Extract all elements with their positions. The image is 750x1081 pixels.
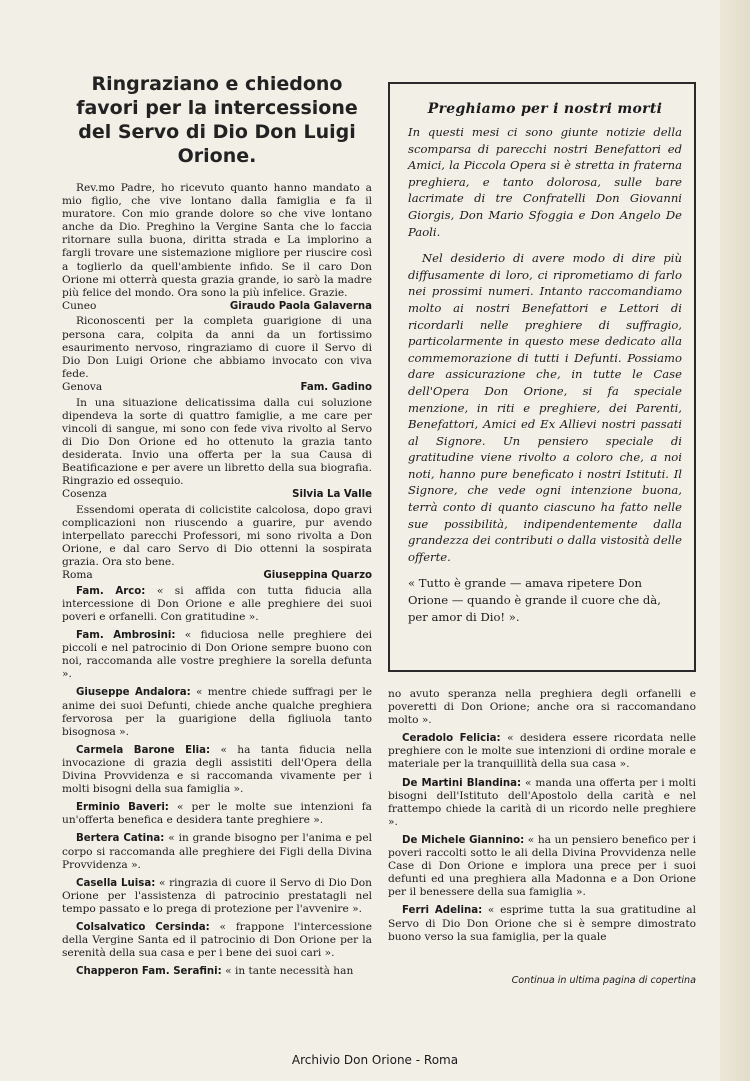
- prayer-box-title: Preghiamo per i nostri morti: [427, 101, 663, 117]
- signature-city: Cuneo: [62, 299, 97, 312]
- entry-name: Colsalvatico Cersinda:: [76, 921, 210, 933]
- list-item: [62, 744, 372, 796]
- entry-name: Fam. Arco:: [76, 585, 146, 597]
- signature-name: Silvia La Valle: [292, 489, 372, 501]
- article-title: Ringraziano e chiedono favori per la intercessione del Servo di Dio Don Luigi Orione.: [76, 73, 358, 167]
- signature-4: [62, 569, 372, 583]
- list-item: [388, 834, 696, 899]
- signature-name: Giraudo Paola Galaverna: [229, 300, 372, 312]
- list-item: [62, 921, 372, 960]
- list-item: [62, 585, 372, 624]
- entry-text: « ringrazia di cuore il Servo di Dio Don Orione per l'assistenza di patrocinio prestatagli nel tempo passato e lo prega di protezione per l'avvenire ».: [62, 876, 372, 915]
- entry-text: « esprime tutta la sua gratitudine al Servo di Dio Don Orione che si è sempre dimostrato buono verso la sua famiglia, per la quale: [388, 904, 696, 943]
- entry-text: « si affida con tutta fiducia alla intercessione di Don Orione e alle preghiere dei suoi poveri e orfanelli. Con gratitudine ».: [62, 584, 372, 623]
- list-item: [62, 686, 372, 738]
- entry-text: « desidera essere ricordata nelle preghiere con le molte sue intenzioni di ordine morale e materiale per la tranquillità della sua casa ».: [388, 732, 696, 771]
- continued-note: Continua in ultima pagina di copertina: [511, 975, 696, 986]
- entry-name: Ceradolo Felicia:: [402, 733, 501, 745]
- list-item: [62, 877, 372, 916]
- entry-text: « manda una offerta per i molti bisogni dell'Istituto dell'Apostolo della carità e nel frattempo chiede la carità di un ricordo nelle preghiere ».: [388, 776, 696, 828]
- list-item: [62, 965, 372, 978]
- signature-2: [62, 381, 372, 395]
- entry-name: Bertera Catina:: [76, 833, 165, 845]
- entry-name: Erminio Baveri:: [76, 802, 169, 814]
- left-column: [62, 72, 372, 983]
- list-item: [388, 732, 696, 771]
- signature-1: [62, 300, 372, 314]
- scan-edge: [720, 0, 750, 1081]
- entry-text: « per le molte sue intenzioni fa un'offerta benefica e desidera tante preghiere ».: [62, 801, 372, 827]
- entry-text: « frappone l'intercessione della Vergine Santa ed il patrocinio di Don Orione per la serenità della sua casa e per i bene dei suoi cari ».: [62, 920, 372, 960]
- entry-name: Fam. Ambrosini:: [76, 630, 176, 642]
- prayer-box-paragraph-1: In questi mesi ci sono giunte notizie della scomparsa di parecchi nostri Benefattori ed Amici, la Piccola Opera si è stretta in fraterna preghiera, e tanto dolorosa, sulle bare lacrimate di tre Confratelli Don Giovanni Giorgis, Don Mario Sfoggia e Don Angelo De Paoli.: [408, 125, 682, 239]
- entry-text: « in grande bisogno per l'anima e pel corpo si raccomanda alle preghiere dei Figli della Divina Provvidenza ».: [62, 832, 372, 871]
- continuation-text: no avuto speranza nella preghiera degli orfanelli e poveretti di Don Orione; anche ora si raccomandano molto ».: [388, 688, 696, 727]
- prayer-box-quote: « Tutto è grande — amava ripetere Don Orione — quando è grande il cuore che dà, per amor di Dio! ».: [408, 576, 661, 624]
- entry-text: « mentre chiede suffragi per le anime dei suoi Defunti, chiede anche qualche preghiera fervorosa per la guarigione della figliuola tanto bisognosa ».: [62, 686, 372, 738]
- list-item: [388, 777, 696, 829]
- entry-name: Giuseppe Andalora:: [76, 687, 191, 699]
- list-item: [62, 629, 372, 681]
- prayer-box-paragraph-2: Nel desiderio di avere modo di dire più diffusamente di loro, ci riprometiamo di farlo nei prossimi numeri. Intanto raccomandiamo molto ai nostri Benefattori e Lettori di ricordarli nelle preghiere di suffragio, particolarmente in questo mese dedicato alla commemorazione di tutti i Defunti. Possiamo dare assicurazione che, in tutte le Case dell'Opera Don Orione, si fa speciale menzione, in riti e preghiere, dei Parenti, Benefattori, Amici ed Ex Allievi nostri passati al Signore. Un pensiero speciale di gratitudine viene rivolto a coloro che, a noi noti, hanno pure beneficato i nostri Istituti. Il Signore, che vede ogni intenzione buona, terrà conto di quanto ciascuno ha fatto nelle sue possibilità, indipendentemente dalla grandezza dei contributi o dalla vistosità delle offerte.: [408, 251, 682, 564]
- right-column: [388, 688, 696, 949]
- entry-name: De Michele Giannino:: [402, 834, 525, 846]
- letter-3: In una situazione delicatissima dalla cui soluzione dipendeva la sorte di quattro famiglie, a me care per vincoli di sangue, mi sono con fede viva rivolto al Servo di Dio Don Orione ed ho ottenuto la grazia tanto desiderata. Invio una offerta per la sua Causa di Beatificazione e per avere un libretto della sua biografia. Ringrazio ed ossequio.: [62, 396, 372, 488]
- signature-city: Cosenza: [62, 488, 107, 501]
- signature-city: Roma: [62, 569, 93, 582]
- list-item: [388, 904, 696, 943]
- letter-1: Rev.mo Padre, ho ricevuto quanto hanno mandato a mio figlio, che vive lontano dalla famiglia e fa il muratore. Con mio grande dolore so che vive lontano anche da Dio. Preghino la Vergine Santa che lo faccia ritornare sulla buona, diritta strada e La implorino a fargli trovare une sistemazione migliore per riuscire così a toglierlo da quell'ambiente infido. Se il caro Don Orione mi otterrà questa grazia grande, io sarò la madre più felice del mondo. Ora sono la più infelice. Grazie.: [62, 182, 372, 299]
- letter-4: Essendomi operata di colicistite calcolosa, dopo gravi complicazioni non riuscendo a guarire, pur avendo interpellato parecchi Professori, mi sono rivolta a Don Orione, e dal caro Servo di Dio ottenni la sospirata grazia. Ora sto bene.: [62, 503, 372, 569]
- entry-name: De Martini Blandina:: [402, 777, 522, 789]
- entry-name: Carmela Barone Elia:: [76, 744, 211, 756]
- signature-name: Giuseppina Quarzo: [263, 570, 372, 582]
- entry-text: « in tante necessità han: [225, 965, 354, 978]
- entry-name: Ferri Adelina:: [402, 905, 483, 917]
- prayer-box: [388, 82, 696, 672]
- entry-name: Casella Luisa:: [76, 877, 156, 889]
- entry-text: « fiduciosa nelle preghiere dei piccoli e nel patrocinio di Don Orione sempre buono con noi, raccomanda alle vostre preghiere la sorella defunta ».: [62, 629, 372, 681]
- entry-name: Chapperon Fam. Serafini:: [76, 966, 222, 978]
- signature-3: [62, 488, 372, 502]
- signature-city: Genova: [62, 380, 103, 393]
- entry-text: « ha un pensiero benefico per i poveri raccolti sotto le ali della Divina Provvidenza nelle Case di Don Orione e implora una prece per i suoi defunti ed una preghiera alla Madonna e a Don Orione per il benessere della sua famiglia ».: [388, 833, 696, 899]
- letter-2: Riconoscenti per la completa guarigione di una persona cara, colpita da anni da un fortissimo esaurimento nervoso, ringraziamo di cuore il Servo di Dio Don Luigi Orione che abbiamo invocato con viva fede.: [62, 315, 372, 380]
- list-item: [62, 832, 372, 871]
- signature-name: Fam. Gadino: [300, 381, 372, 393]
- entry-text: « ha tanta fiducia nella invocazione di grazia degli assistiti dell'Opera della Divina Provvidenza e si raccomanda vivamente per i molti bisogni della sua famiglia ».: [62, 743, 372, 796]
- archive-footer: Archivio Don Orione - Roma: [291, 1053, 459, 1067]
- entries-left: [62, 585, 372, 979]
- list-item: [62, 801, 372, 827]
